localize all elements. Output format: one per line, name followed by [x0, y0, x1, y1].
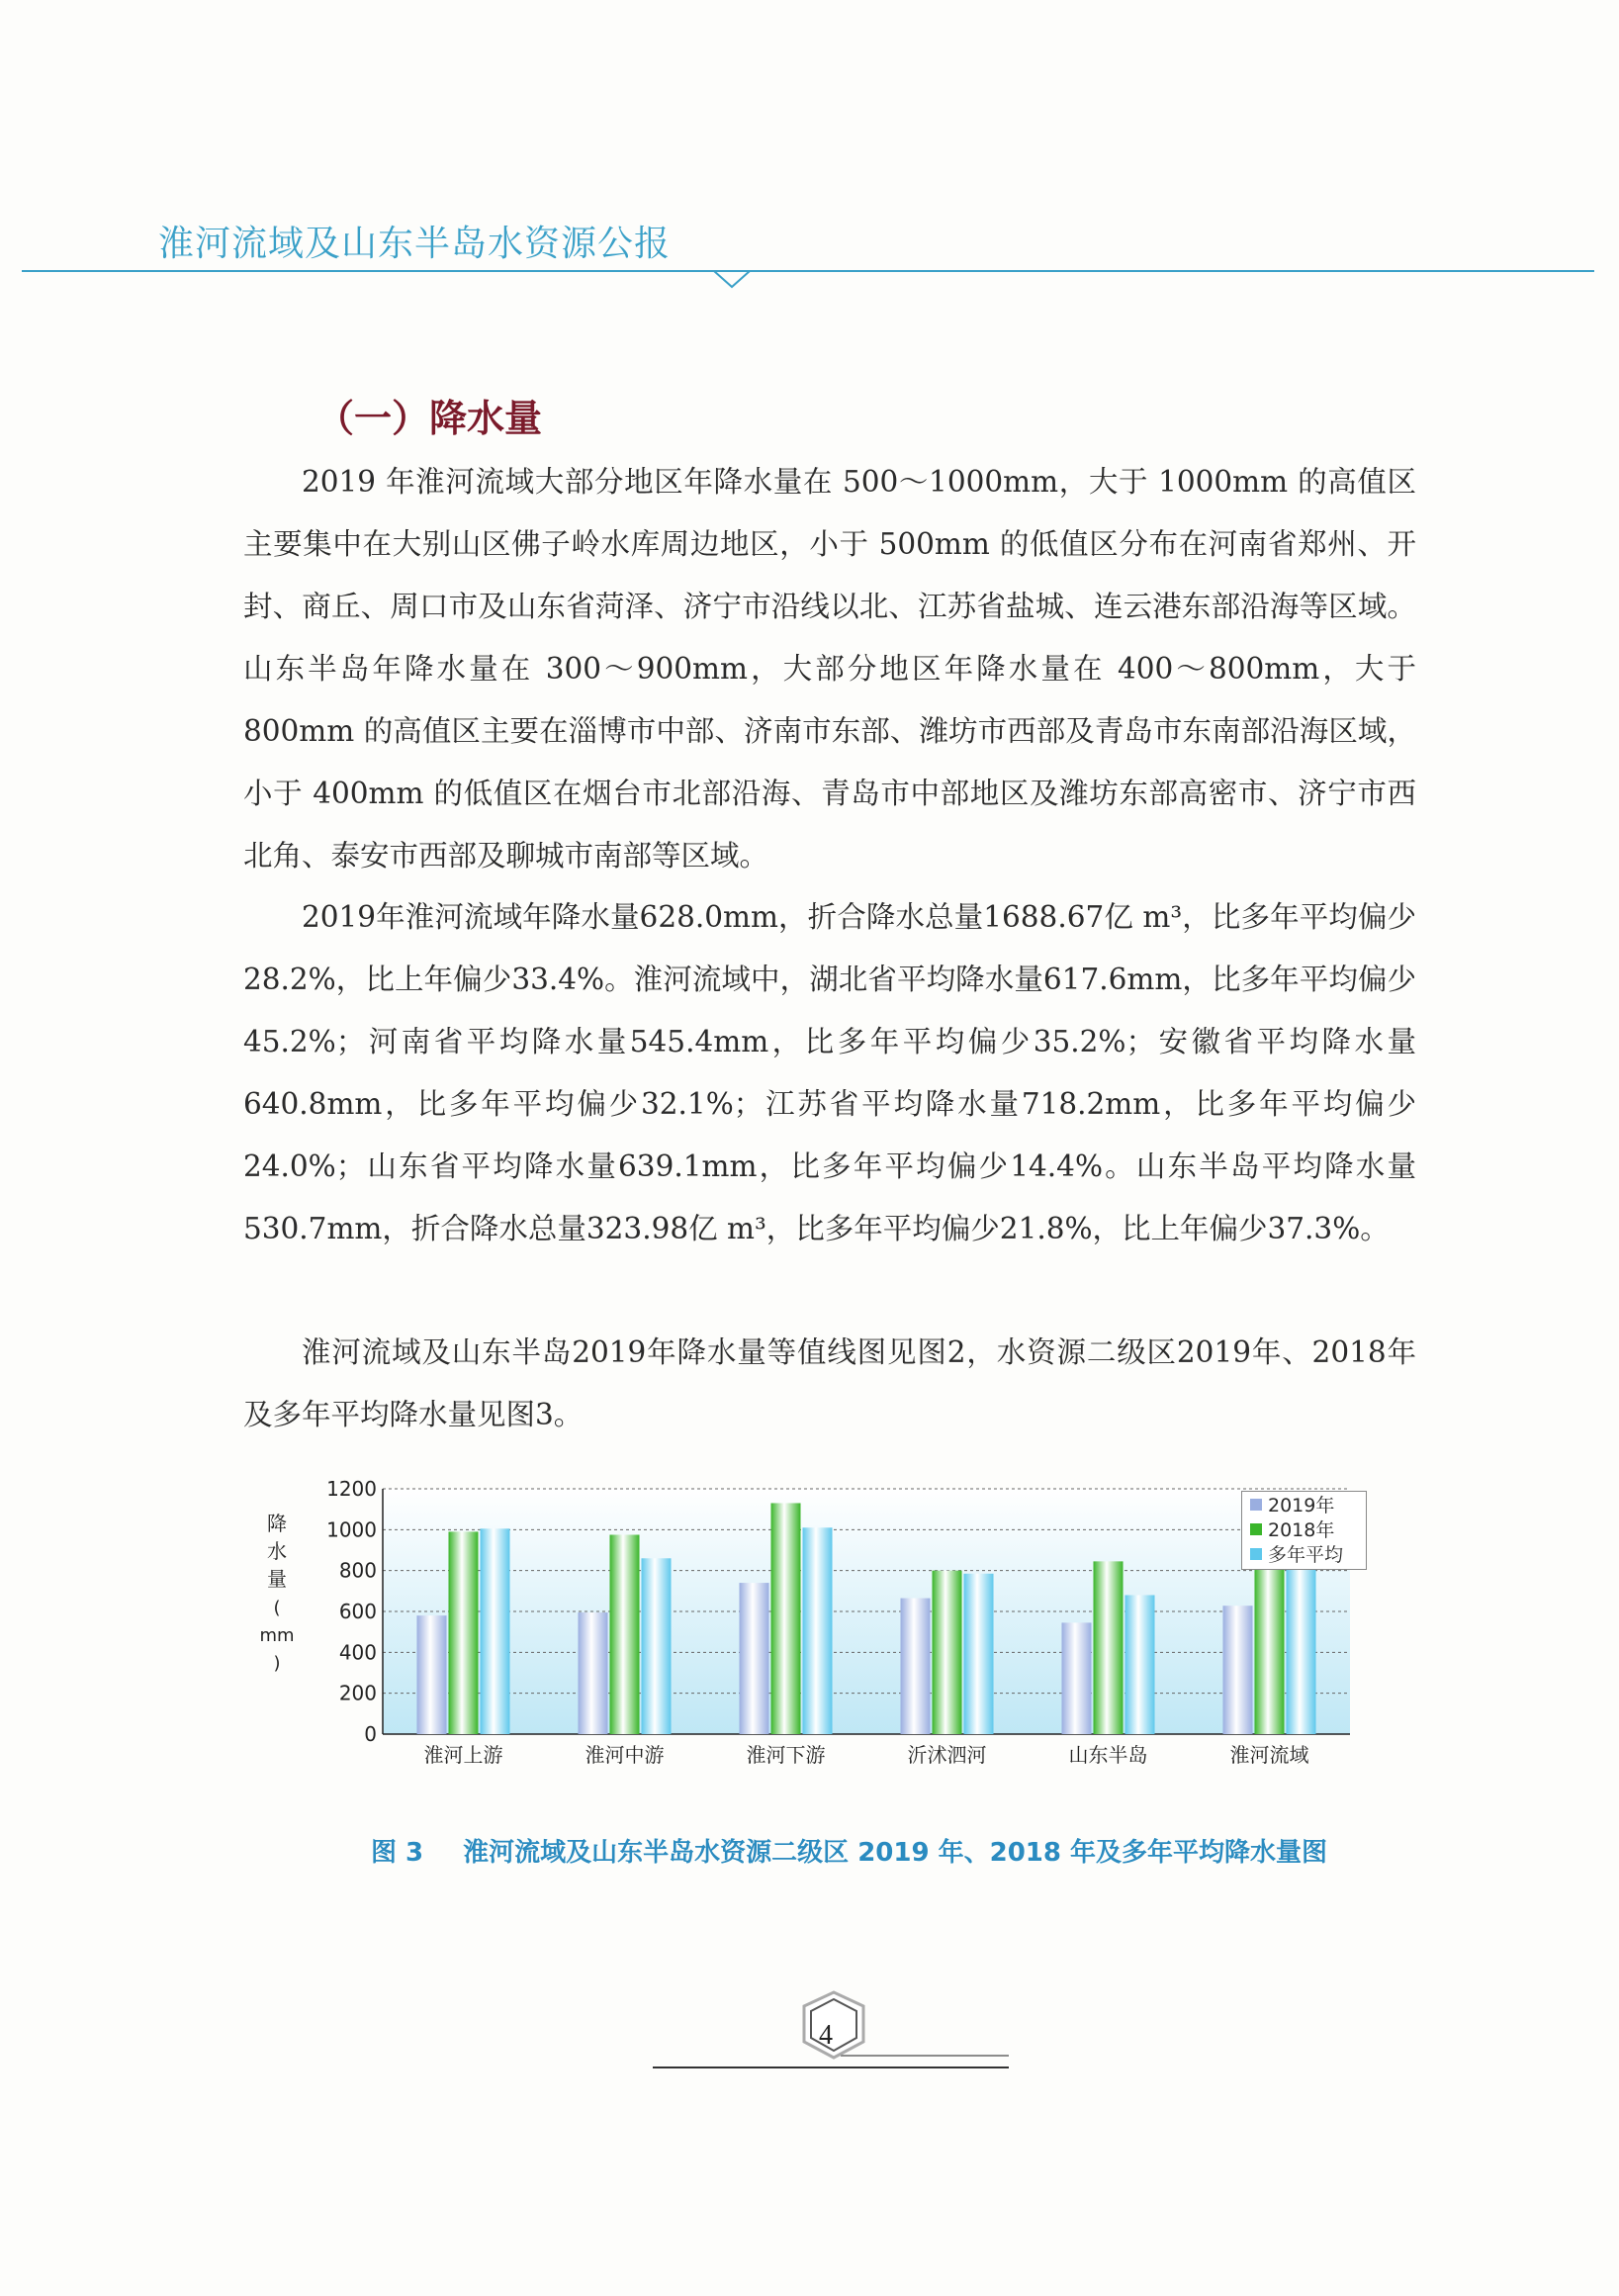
chart-canvas [247, 1446, 1394, 1822]
y-axis-label [257, 1510, 297, 1678]
body-paragraph-3: 淮河流域及山东半岛2019年降水量等值线图见图2，水资源二级区2019年、2018年及多年平均降水量见图3。 [243, 1335, 1416, 1431]
y-axis-label-char: 水 [267, 1539, 287, 1563]
bar-2019 [1223, 1606, 1253, 1734]
body-paragraph-1: 2019 年淮河流域大部分地区年降水量在 500～1000mm，大于 1000mm 的高值区主要集中在大别山区佛子岭水库周边地区，小于 500mm 的低值区分布在河南省郑州、开封、商丘、周口市及山东省菏泽、济宁市沿线以北、江苏省盐城、连云港东部沿海等区域。山东半岛年降水量在 300～900mm，大部分地区年降水量在 400～800mm，大于 800mm 的高值区主要在淄博市中部、济南市东部、潍坊市西部及青岛市东南部沿海区域，小于 400mm 的低值区在烟台市北部沿海、青岛市中部地区及潍坊东部高密市、济宁市西北角、泰安市西部及聊城市南部等区域。 [243, 465, 1416, 872]
legend-swatch [1250, 1499, 1262, 1511]
bar-average [964, 1574, 994, 1734]
legend-swatch [1250, 1523, 1262, 1535]
y-axis-unit: ( mm ) [259, 1598, 295, 1674]
figure-caption-text: 淮河流域及山东半岛水资源二级区 2019 年、2018 年及多年平均降水量图 [463, 1838, 1328, 1868]
y-tick-label: 600 [338, 1600, 377, 1623]
legend-swatch [1250, 1548, 1262, 1560]
y-tick-label: 400 [338, 1640, 377, 1665]
page-number: 4 [819, 2020, 833, 2051]
x-tick-label: 山东半岛 [1068, 1743, 1148, 1767]
running-header-title: 淮河流域及山东半岛水资源公报 [158, 224, 672, 264]
bar-2019 [740, 1583, 769, 1734]
bar-2018 [1094, 1561, 1124, 1734]
legend-item-2018 [1242, 1516, 1366, 1541]
y-axis-label-char: 量 [267, 1567, 287, 1591]
x-tick-label: 沂沭泗河 [907, 1743, 987, 1767]
bar-average [803, 1527, 833, 1734]
y-tick-label: 1200 [326, 1477, 377, 1501]
y-tick-label: 1000 [326, 1517, 377, 1542]
legend-item-average [1242, 1541, 1366, 1566]
figure-caption [371, 1832, 1327, 1869]
bar-2019 [901, 1599, 931, 1734]
bar-2019 [579, 1612, 608, 1734]
legend-label: 多年平均 [1268, 1544, 1344, 1566]
bar-2018 [610, 1535, 640, 1735]
y-tick-label: 200 [338, 1681, 377, 1705]
y-tick-label: 0 [364, 1722, 377, 1746]
legend-label: 2019年 [1268, 1495, 1335, 1516]
bar-2018 [449, 1531, 479, 1734]
bar-2018 [771, 1503, 801, 1734]
bar-average [642, 1558, 672, 1734]
x-tick-label: 淮河下游 [746, 1743, 826, 1767]
section-title: （一）降水量 [316, 397, 543, 440]
x-tick-label: 淮河流域 [1229, 1743, 1309, 1767]
bar-average [1287, 1556, 1316, 1734]
bar-average [481, 1528, 510, 1734]
y-tick-label: 800 [338, 1558, 377, 1583]
header-rule [22, 259, 1594, 299]
bar-2019 [417, 1615, 447, 1734]
bar-2018 [933, 1571, 962, 1734]
x-tick-label: 淮河上游 [423, 1743, 503, 1767]
bar-average [1125, 1595, 1155, 1734]
legend-label: 2018年 [1268, 1519, 1335, 1541]
precipitation-bar-chart [247, 1446, 1394, 1822]
figure-number: 图 3 [371, 1838, 424, 1868]
y-axis-label-char: 降 [267, 1512, 287, 1535]
x-tick-label: 淮河中游 [585, 1743, 665, 1767]
chart-legend [1241, 1491, 1367, 1570]
legend-item-2019 [1242, 1492, 1366, 1516]
body-paragraph-2: 2019年淮河流域年降水量628.0mm，折合降水总量1688.67亿 m³，比多年平均偏少28.2%，比上年偏少33.4%。淮河流域中，湖北省平均降水量617.6mm，比多年平均偏少45.2%；河南省平均降水量545.4mm，比多年平均偏少35.2%；安徽省平均降水量640.8mm，比多年平均偏少32.1%；江苏省平均降水量718.2mm，比多年平均偏少24.0%；山东省平均降水量639.1mm，比多年平均偏少14.4%。山东半岛平均降水量530.7mm，折合降水总量323.98亿 m³，比多年平均偏少21.8%，比上年偏少37.3%。 [243, 900, 1416, 1245]
bar-2019 [1062, 1622, 1092, 1734]
